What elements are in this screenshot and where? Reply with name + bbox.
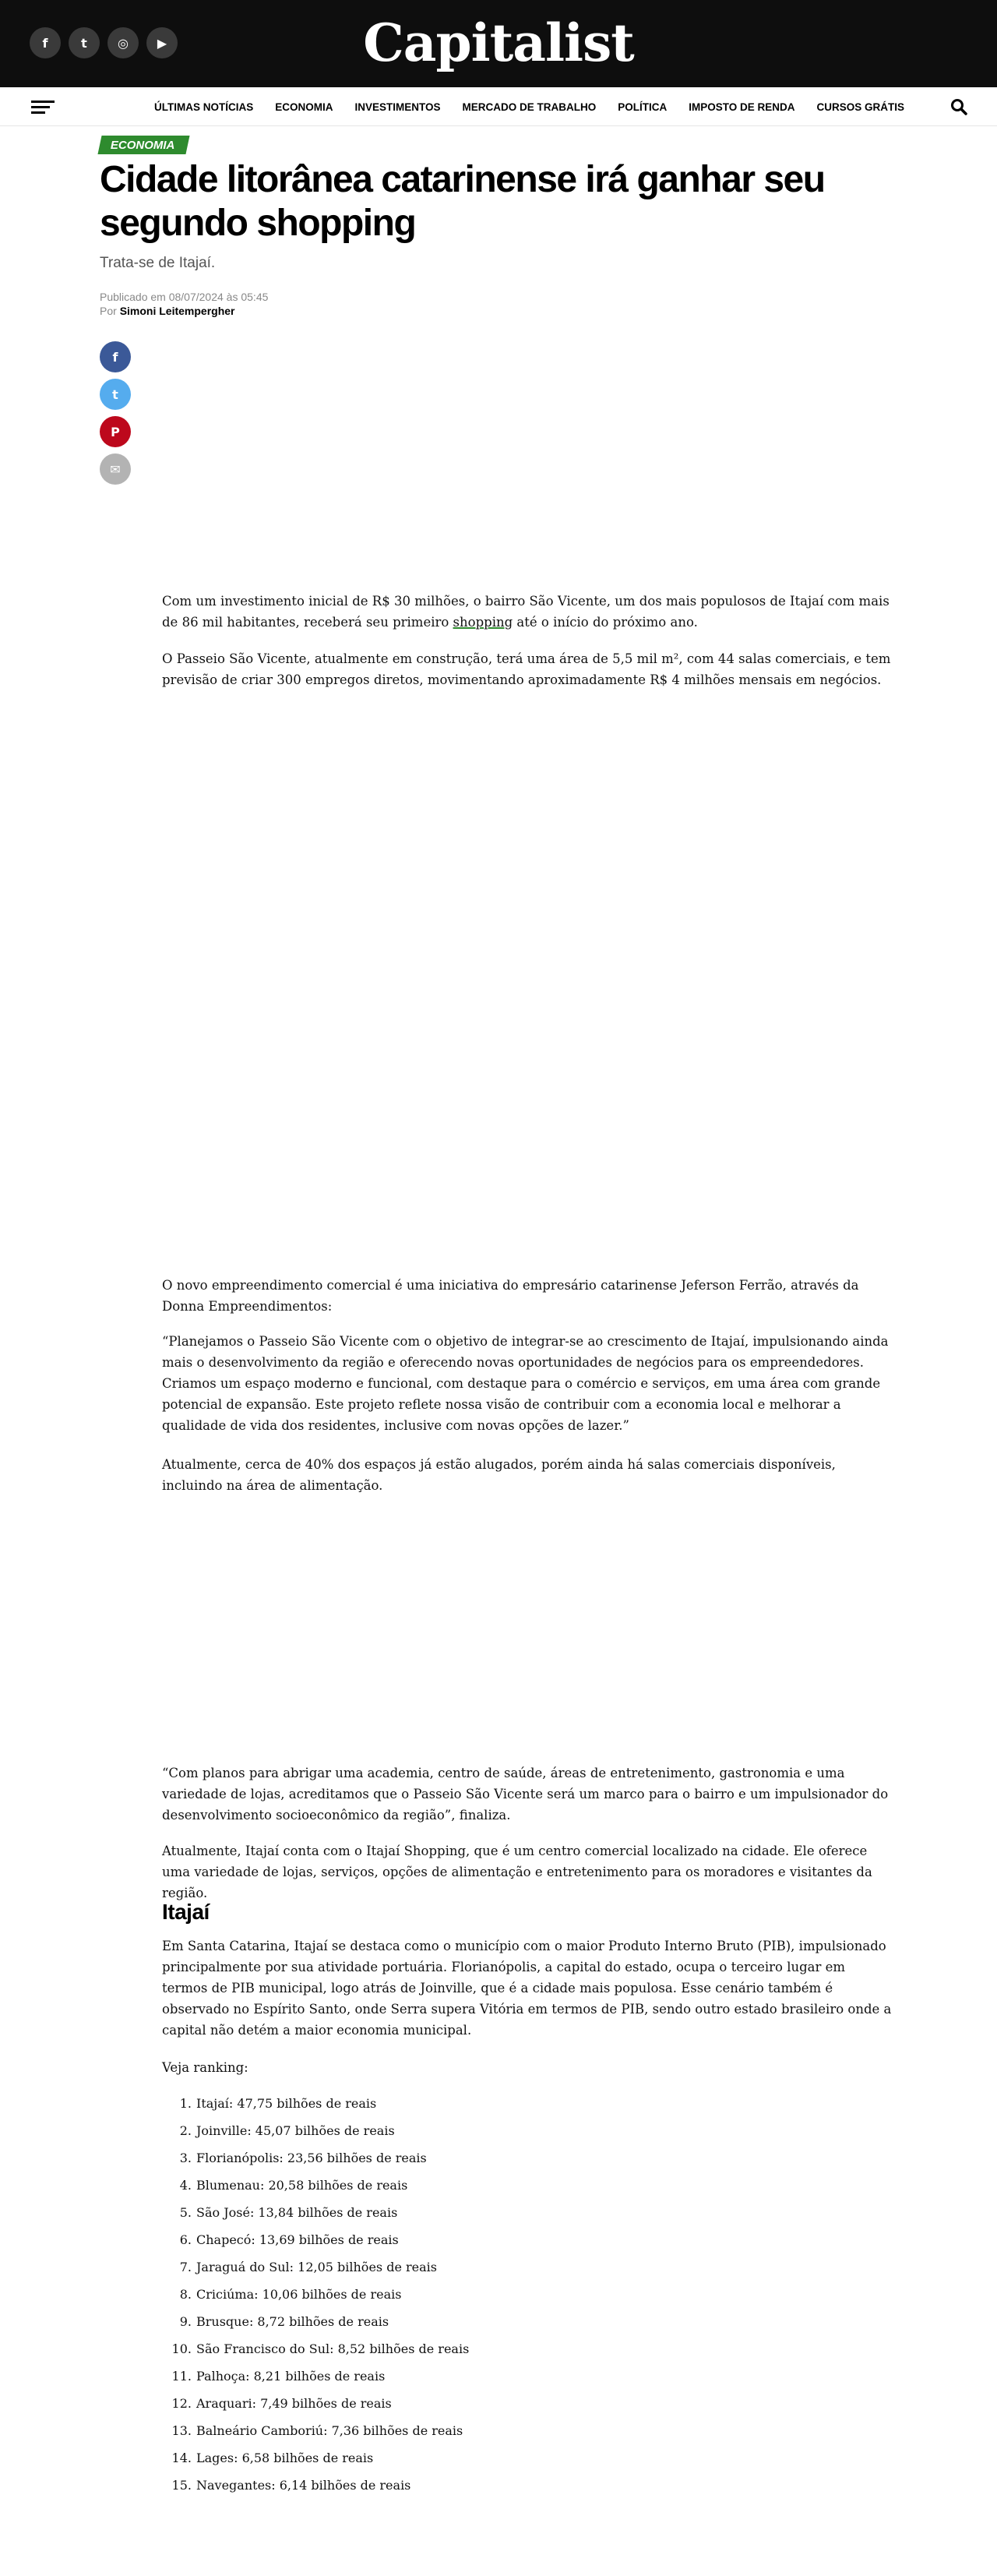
by-label: Por (100, 305, 117, 317)
list-item: 14. Lages: 6,58 bilhões de reais (171, 2451, 374, 2465)
list-item: 4. Blumenau: 20,58 bilhões de reais (179, 2178, 408, 2193)
nav-item-investimentos[interactable]: INVESTIMENTOS (354, 101, 441, 113)
list-item: 2. Joinville: 45,07 bilhões de reais (179, 2123, 395, 2138)
paragraph-3: O novo empreendimento comercial é uma iniciativa do empresário catarinense Jeferson Ferrão, através da Donna Empreendimentos: (162, 1278, 859, 1314)
list-item: 8. Criciúma: 10,06 bilhões de reais (179, 2287, 402, 2302)
main-nav (0, 87, 997, 126)
section-heading: Itajaí (162, 1900, 210, 1924)
article-subtitle: Trata-se de Itajaí. (100, 255, 216, 271)
top-header (0, 0, 997, 87)
list-item: 9. Brusque: 8,72 bilhões de reais (179, 2314, 389, 2329)
nav-item-mercado-de-trabalho[interactable]: MERCADO DE TRABALHO (462, 101, 597, 113)
nav-items (154, 87, 904, 126)
instagram-icon[interactable]: ◎ (107, 27, 139, 58)
paragraph-6: “Com planos para abrigar uma academia, centro de saúde, áreas de entretenimento, gastronomia e uma variedade de lojas, acreditamos que o Passeio São Vicente será um marco para o bairro e um impulsionador do desenvolvimento socioeconômico da região”, finaliza. (162, 1766, 889, 1823)
list-item: 7. Jaraguá do Sul: 12,05 bilhões de reais (179, 2260, 437, 2274)
p1-text-end: até o início do próximo ano. (513, 615, 698, 630)
list-item: 13. Balneário Camboriú: 7,36 bilhões de reais (171, 2423, 463, 2438)
paragraph-2: O Passeio São Vicente, atualmente em construção, terá uma área de 5,5 mil m², com 44 salas comerciais, e tem previsão de criar 300 empregos diretos, movimentando aproximadamente R$ 4 milhões mensais em negócios. (162, 651, 891, 687)
paragraph-8: Em Santa Catarina, Itajaí se destaca como o município com o maior Produto Interno Bruto (PIB), impulsionado principalmente por sua atividade portuária. Florianópolis, a capital do estado, ocupa o terceiro lugar em termos de PIB municipal, logo atrás de Joinville, que é a cidade mais populosa. Esse cenário também é observado no Espírito Santo, onde Serra supera Vitória em termos de PIB, sendo outro estado brasileiro onde a capital não detém a maior economia municipal. (162, 1939, 892, 2038)
list-item: 3. Florianópolis: 23,56 bilhões de reais (179, 2151, 427, 2165)
menu-icon[interactable] (31, 101, 55, 115)
paragraph-7: Atualmente, Itajaí conta com o Itajaí Shopping, que é um centro comercial localizado na cidade. Ele oferece uma variedade de lojas, serviços, opções de alimentação e entretenimento para os moradores e visitantes da região. (162, 1844, 872, 1900)
category-label: ECONOMIA (111, 138, 175, 152)
email-share-icon[interactable]: ✉ (100, 453, 131, 485)
paragraph-1 (162, 591, 894, 633)
list-item: 6. Chapecó: 13,69 bilhões de reais (179, 2232, 399, 2247)
twitter-share-icon[interactable]: t (100, 379, 131, 410)
category-badge[interactable] (97, 136, 189, 154)
nav-item-cursos-gratis[interactable]: CURSOS GRÁTIS (816, 101, 905, 113)
twitter-icon[interactable]: t (69, 27, 100, 58)
article-title: Cidade litorânea catarinense irá ganhar seu segundo shopping (100, 159, 825, 244)
quote-paragraph: “Planejamos o Passeio São Vicente com o objetivo de integrar-se ao crescimento de Itajaí, impulsionando ainda mais o desenvolvimento da região e oferecendo novas oportunidades de negócios para os empreendedores. Criamos um espaço moderno e funcional, com destaque para o comércio e serviços, em uma área com grande potencial de expansão. Este projeto reflete nossa visão de contribuir com a economia local e melhorar a qualidade de vida dos residentes, inclusive com novas opções de lazer.” (162, 1334, 889, 1433)
list-item: 11. Palhoça: 8,21 bilhões de reais (171, 2369, 386, 2384)
facebook-share-icon[interactable]: f (100, 341, 131, 372)
pinterest-share-icon[interactable]: P (100, 416, 131, 447)
list-item: 15. Navegantes: 6,14 bilhões de reais (171, 2478, 411, 2493)
list-item: 1. Itajaí: 47,75 bilhões de reais (179, 2096, 377, 2111)
p1-text: Com um investimento inicial de R$ 30 milhões, o bairro São Vicente, um dos mais populosos de Itajaí com mais de 86 mil habitantes, receberá seu primeiro (162, 594, 890, 630)
published-date: 08/07/2024 às 05:45 (168, 291, 269, 303)
paragraph-9: Veja ranking: (162, 2060, 248, 2075)
nav-item-politica[interactable]: POLÍTICA (618, 101, 668, 113)
search-icon[interactable] (950, 98, 967, 115)
author-name[interactable]: Simoni Leitempergher (119, 305, 235, 317)
list-item: 10. São Francisco do Sul: 8,52 bilhões de reais (171, 2341, 470, 2356)
publish-date (100, 291, 268, 303)
nav-item-economia[interactable]: ECONOMIA (275, 101, 333, 113)
list-item: 12. Araquari: 7,49 bilhões de reais (171, 2396, 392, 2411)
author-line (100, 305, 235, 317)
facebook-icon[interactable]: f (30, 27, 61, 58)
youtube-icon[interactable]: ▶ (146, 27, 178, 58)
shopping-link[interactable]: shopping (453, 615, 513, 630)
published-label: Publicado em (100, 291, 166, 303)
site-logo[interactable]: Capitalist (363, 12, 634, 73)
nav-item-imposto-de-renda[interactable]: IMPOSTO DE RENDA (689, 101, 795, 113)
list-item: 5. São José: 13,84 bilhões de reais (179, 2205, 398, 2220)
ranking-list (162, 2096, 863, 2505)
paragraph-5: Atualmente, cerca de 40% dos espaços já estão alugados, porém ainda há salas comerciais disponíveis, incluindo na área de alimentação. (162, 1457, 836, 1493)
nav-item-ultimas-noticias[interactable]: ÚLTIMAS NOTÍCIAS (154, 101, 254, 113)
